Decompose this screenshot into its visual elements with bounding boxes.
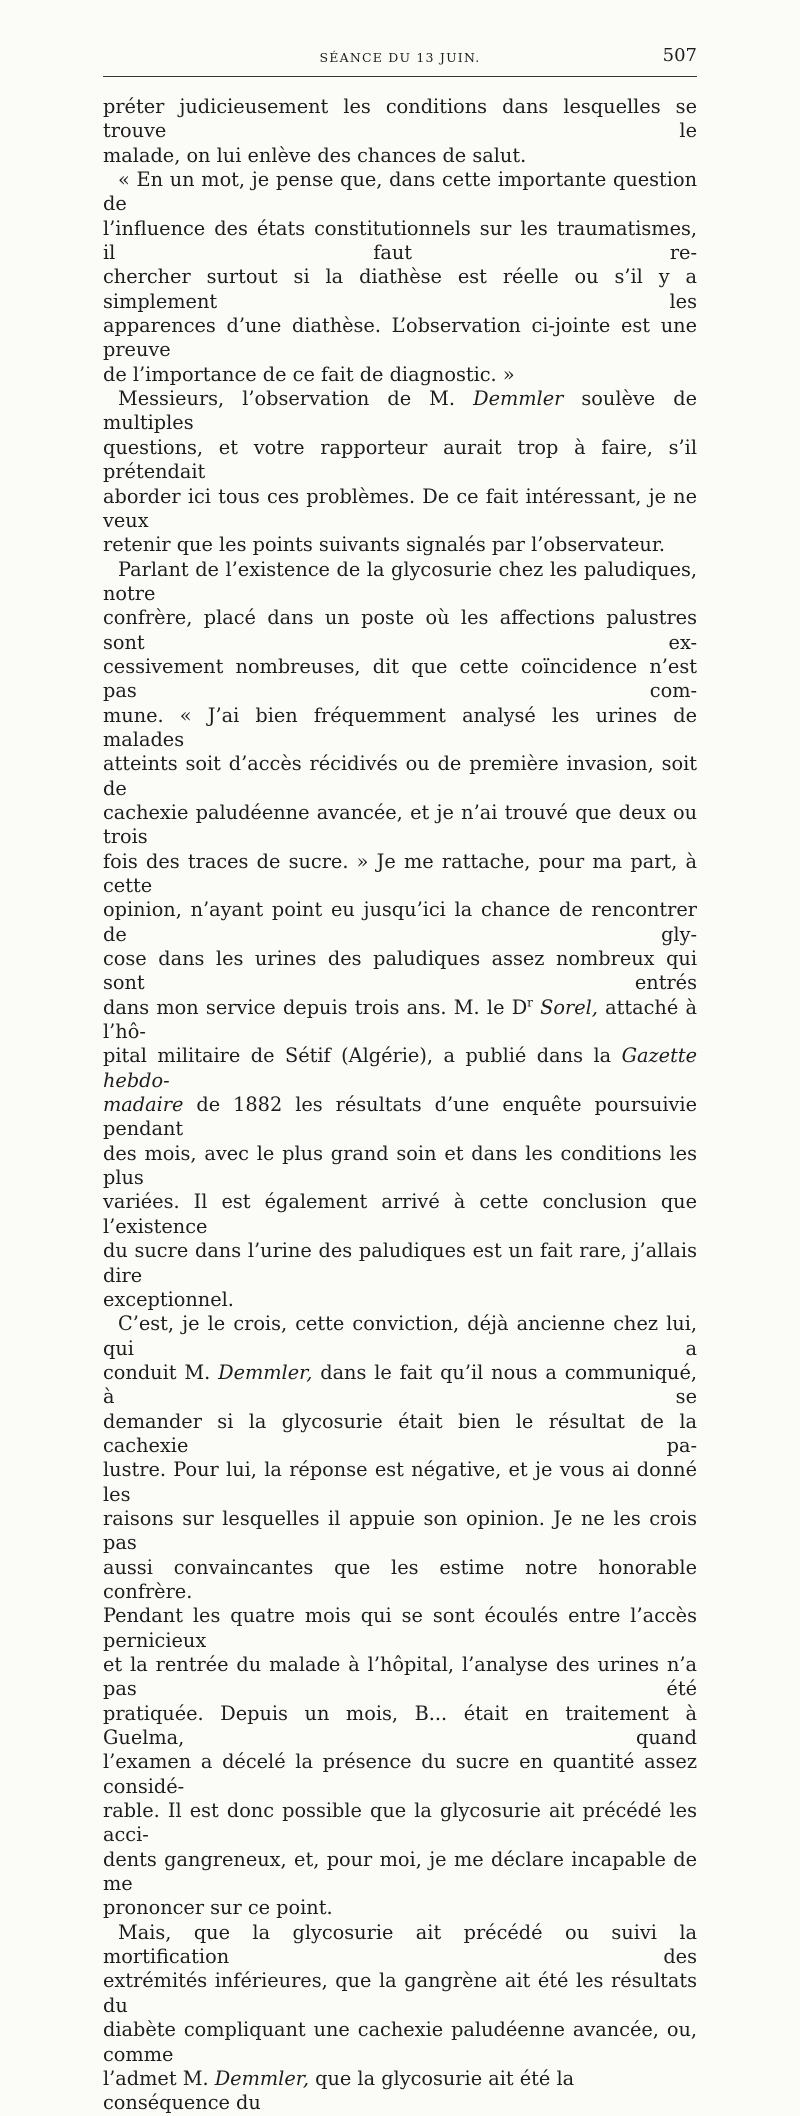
text-run: conduit M. — [103, 1360, 219, 1384]
text-line — [103, 996, 697, 1045]
paragraph — [103, 95, 697, 168]
text-run: chercher surtout si la diathèse est réelle ou s’il y a simplement les — [103, 265, 697, 313]
text-run: apparences d’une diathèse. L’observation ci-jointe est une preuve — [103, 314, 697, 362]
text-line — [103, 898, 697, 947]
text-line — [103, 363, 697, 387]
text-line — [103, 314, 697, 363]
text-run: prononcer sur ce point. — [103, 1896, 333, 1920]
text-run: rable. Il est donc possible que la glycosurie ait précédé les acci- — [103, 1799, 697, 1847]
text-run: soulève de multiples — [103, 387, 697, 435]
text-line — [103, 1312, 697, 1361]
paragraph — [103, 387, 697, 557]
text-line — [103, 144, 697, 168]
text-line — [103, 1190, 697, 1239]
text-line — [103, 850, 697, 899]
text-run: de l’importance de ce fait de diagnostic. » — [103, 362, 515, 386]
text-run: « En un mot, je pense que, dans cette importante question de — [103, 168, 697, 216]
text-run: variées. Il est également arrivé à cette conclusion que l’existence — [103, 1190, 697, 1238]
text-run: l’admet M. — [103, 2066, 215, 2090]
text-run: diabète compliquant une cachexie paludéenne avancée, ou, comme — [103, 2018, 697, 2066]
paragraph — [103, 1312, 697, 1921]
text-line — [103, 801, 697, 850]
italic-run: Gazette hebdo- — [103, 1044, 697, 1092]
header-rule — [103, 76, 697, 77]
text-line — [103, 1896, 697, 1920]
text-run: du sucre dans l’urine des paludiques est un fait rare, j’allais dire — [103, 1239, 697, 1287]
italic-run: Demmler — [473, 387, 564, 411]
text-line — [103, 2067, 697, 2116]
text-line — [103, 606, 697, 655]
text-line — [103, 2018, 697, 2067]
text-run: des mois, avec le plus grand soin et dans les conditions les plus — [103, 1141, 697, 1190]
text-run: demander si la glycosurie était bien le résultat de la cachexie pa- — [103, 1409, 697, 1457]
running-title: SÉANCE DU 13 JUIN. — [319, 50, 481, 65]
text-line — [103, 1653, 697, 1702]
text-line — [103, 1969, 697, 2018]
superscript: r — [527, 995, 533, 1010]
text-line — [103, 1604, 697, 1653]
text-run: l’examen a décelé la présence du sucre en quantité assez considé- — [103, 1750, 697, 1798]
text-run: mune. « J’ai bien fréquemment analysé les urines de malades — [103, 703, 697, 751]
text-run: Messieurs, l’observation de M. — [118, 387, 474, 411]
running-header — [103, 44, 697, 70]
text-line — [103, 533, 697, 557]
text-line — [103, 1921, 697, 1970]
text-line — [103, 1458, 697, 1507]
text-line — [103, 1750, 697, 1799]
text-run: dans mon service depuis trois ans. M. le D — [103, 995, 528, 1019]
text-run: aussi convaincantes que les estime notre honorable confrère. — [103, 1555, 697, 1603]
body-text — [103, 95, 697, 2116]
text-run: retenir que les points suivants signalés par l’observateur. — [103, 533, 666, 557]
text-run: et la rentrée du malade à l’hôpital, l’analyse des urines n’a pas été — [103, 1653, 697, 1701]
text-line — [103, 1799, 697, 1848]
text-run: aborder ici tous ces problèmes. De ce fait intéressant, je ne veux — [103, 484, 697, 532]
text-line — [103, 1848, 697, 1897]
text-line — [103, 558, 697, 607]
italic-run: Demmler, — [218, 1360, 313, 1384]
text-run: cessivement nombreuses, dit que cette coïncidence n’est pas com- — [103, 654, 697, 703]
text-run: lustre. Pour lui, la réponse est négative, et je vous ai donné les — [103, 1458, 697, 1506]
text-run: attaché à l’hô- — [103, 995, 697, 1044]
text-run: malade, on lui enlève des chances de salut. — [103, 143, 527, 167]
text-run: que la glycosurie ait été la conséquence du — [103, 2066, 575, 2115]
text-run: de 1882 les résultats d’une enquête poursuivie pendant — [103, 1093, 697, 1141]
text-run: confrère, placé dans un poste où les affections palustres sont ex- — [103, 606, 697, 654]
paragraph — [103, 1921, 697, 2116]
text-line — [103, 95, 697, 144]
text-run: C’est, je le crois, cette conviction, déjà ancienne chez lui, qui a — [103, 1312, 697, 1360]
text-run: questions, et votre rapporteur aurait trop à faire, s’il prétendait — [103, 435, 697, 484]
text-line — [103, 1410, 697, 1459]
italic-run: madaire — [103, 1093, 184, 1117]
text-line — [103, 217, 697, 266]
text-line — [103, 655, 697, 704]
text-run: extrémités inférieures, que la gangrène ait été les résultats du — [103, 1969, 697, 2017]
text-run: dents gangreneux, et, pour moi, je me déclare incapable de me — [103, 1847, 697, 1896]
text-run: pratiquée. Depuis un mois, B... était en traitement à Guelma, quand — [103, 1701, 697, 1750]
text-line — [103, 436, 697, 485]
text-run: raisons sur lesquelles il appuie son opinion. Je ne les crois pas — [103, 1506, 697, 1555]
text-line — [103, 1142, 697, 1191]
text-line — [103, 1288, 697, 1312]
text-line — [103, 1093, 697, 1142]
text-run: opinion, n’ayant point eu jusqu’ici la chance de rencontrer de gly- — [103, 898, 697, 946]
text-run: exceptionnel. — [103, 1287, 234, 1311]
paragraph — [103, 558, 697, 1313]
text-line — [103, 1044, 697, 1093]
text-run: fois des traces de sucre. » Je me rattache, pour ma part, à cette — [103, 849, 697, 897]
paragraph — [103, 168, 697, 387]
text-run: l’influence des états constitutionnels sur les traumatismes, il faut re- — [103, 216, 697, 265]
italic-run: Demmler, — [214, 2066, 309, 2090]
text-run: cose dans les urines des paludiques assez nombreux qui sont entrés — [103, 947, 697, 995]
text-run: Mais, que la glycosurie ait précédé ou suivi la mortification des — [103, 1920, 697, 1969]
text-run: préter judicieusement les conditions dans lesquelles se trouve le — [103, 95, 697, 143]
text-line — [103, 947, 697, 996]
text-run: atteints soit d’accès récidivés ou de première invasion, soit de — [103, 752, 697, 800]
text-line — [103, 1507, 697, 1556]
text-line — [103, 265, 697, 314]
text-line — [103, 1556, 697, 1605]
text-line — [103, 168, 697, 217]
page-number: 507 — [662, 45, 697, 66]
text-run: Parlant de l’existence de la glycosurie chez les paludiques, notre — [103, 557, 697, 605]
text-line — [103, 1702, 697, 1751]
text-run: Pendant les quatre mois qui se sont écoulés entre l’accès pernicieux — [103, 1604, 697, 1652]
text-line — [103, 485, 697, 534]
text-run: pital militaire de Sétif (Algérie), a publié dans la — [103, 1044, 622, 1068]
text-run: cachexie paludéenne avancée, et je n’ai trouvé que deux ou trois — [103, 800, 697, 849]
text-line — [103, 1361, 697, 1410]
text-line — [103, 704, 697, 753]
italic-run: Sorel, — [540, 995, 598, 1019]
text-line — [103, 1239, 697, 1288]
text-run: dans le fait qu’il nous a communiqué, à se — [103, 1360, 697, 1409]
text-line — [103, 387, 697, 436]
text-line — [103, 752, 697, 801]
